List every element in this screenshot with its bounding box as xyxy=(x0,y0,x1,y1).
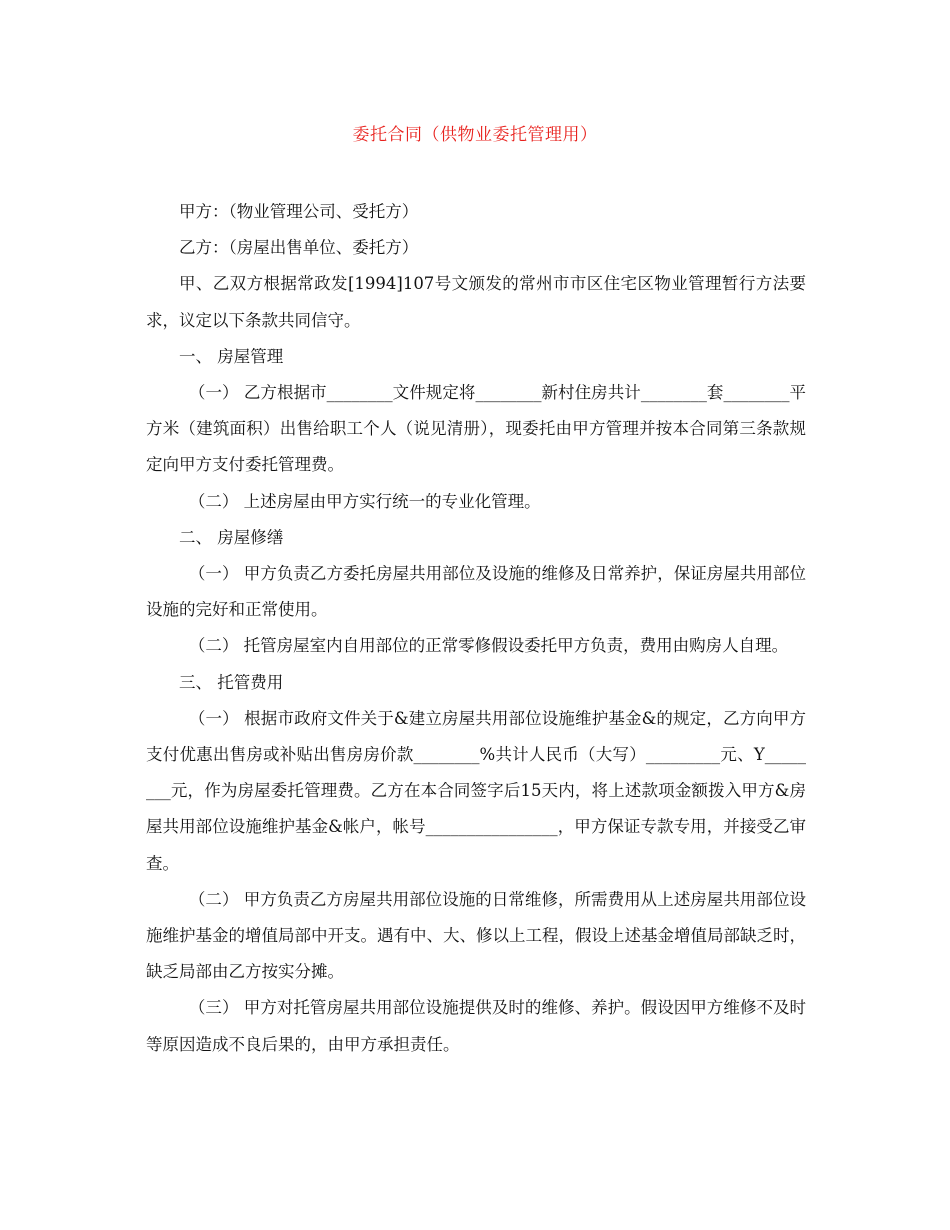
clause-1-1: （一） 乙方根据市________文件规定将________新村住房共计________套________平方米（建筑面积）出售给职工个人（说见清册），现委托由甲方管理并按本合同第三条款规定向甲方支付委托管理费。 xyxy=(146,383,806,475)
section-heading-housing-repair: 二、 房屋修缮 xyxy=(179,527,284,547)
clause-1-2: （二） 上述房屋由甲方实行统一的专业化管理。 xyxy=(188,491,541,511)
section-heading-custody-fees: 三、 托管费用 xyxy=(179,672,284,692)
preamble-paragraph: 甲、乙双方根据常政发[1994]107号文颁发的常州市市区住宅区物业管理暂行方法要求，议定以下条款共同信守。 xyxy=(146,274,806,330)
clause-3-1: （一） 根据市政府文件关于&建立房屋共用部位设施维护基金&的规定，乙方向甲方支付优惠出售房或补贴出售房房价款________%共计人民币（大写）_________元、Y________元，作为房屋委托管理费。乙方在本合同签字后15天内，将上述款项金额拨入甲方&房屋共用部位设施维护基金&帐户，帐号________________，甲方保证专款专用，并接受乙审查。 xyxy=(146,708,806,873)
clause-3-2: （二） 甲方负责乙方房屋共用部位设施的日常维修，所需费用从上述房屋共用部位设施维护基金的增值局部中开支。遇有中、大、修以上工程，假设上述基金增值局部缺乏时，缺乏局部由乙方按实分摊。 xyxy=(146,889,806,982)
section-heading-housing-management: 一、 房屋管理 xyxy=(179,346,284,366)
document-body xyxy=(146,194,806,1063)
document-title: 委托合同（供物业委托管理用） xyxy=(352,125,598,145)
clause-2-1: （一） 甲方负责乙方委托房屋共用部位及设施的维修及日常养护，保证房屋共用部位设施的完好和正常使用。 xyxy=(146,564,806,620)
clause-2-2: （二） 托管房屋室内自用部位的正常零修假设委托甲方负责，费用由购房人自理。 xyxy=(188,636,789,656)
party-a-line: 甲方：（物业管理公司、受托方） xyxy=(179,202,419,221)
party-b-line: 乙方：（房屋出售单位、委托方） xyxy=(179,238,419,258)
clause-3-3: （三） 甲方对托管房屋共用部位设施提供及时的维修、养护。假设因甲方维修不及时等原因造成不良后果的，由甲方承担责任。 xyxy=(146,998,806,1054)
